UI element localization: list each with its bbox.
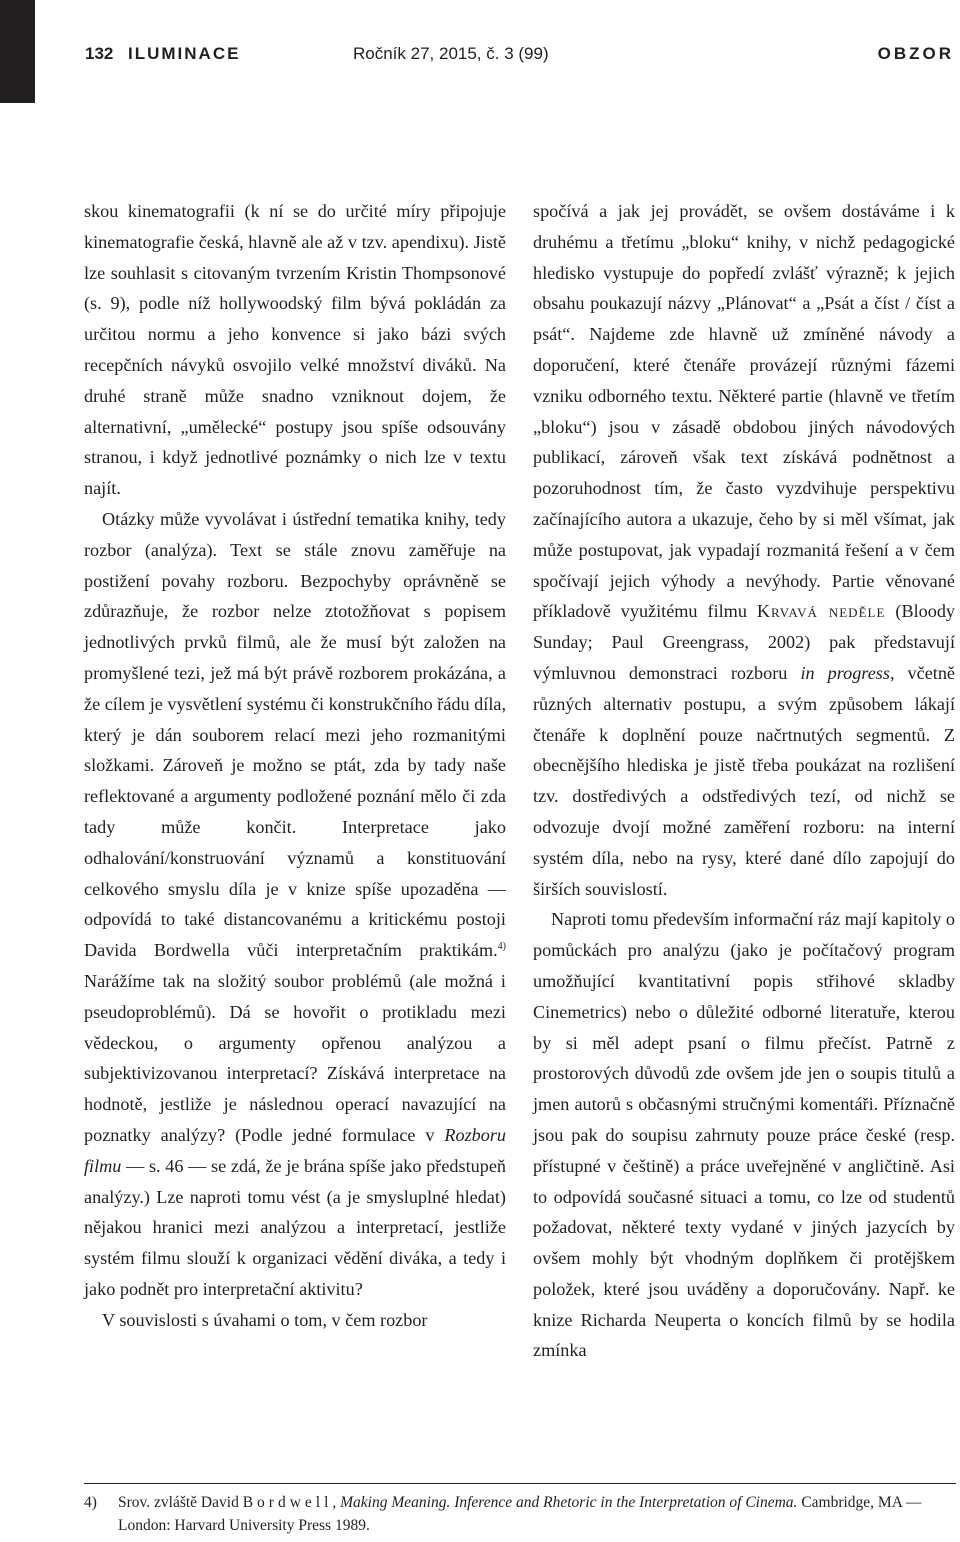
- left-paragraph-2-part-a: Otázky může vyvolávat i ústřední tematika knihy, tedy rozbor (analýza). Text se stále znovu zaměřuje na postižení povahy rozboru. Bezpochyby oprávněně se zdůrazňuje, že rozbor nelze ztotožňovat s popisem jednotlivých prvků filmů, ale že musí být založen na promyšlené tezi, jež má být právě rozborem prokázána, a že cílem je vysvětlení systému či konstrukčního řádu díla, který je dán souborem relací mezi jeho rozmanitými složkami. Zároveň je možno se ptát, zda by tady naše reflektované a argumenty podložené poznání mělo či zda tady může končit. Interpretace jako odhalování/konstruování významů a konstituování celkového smyslu díla je v knize spíše upozaděna — odpovídá to také distancovanému a kritickému postoji Davida Bordwella vůči interpretačním praktikám.: [84, 508, 506, 961]
- right-paragraph-1-part-b: (Bloody Sunday; Paul Greengrass, 2002) pak představují výmluvnou demonstraci rozboru: [533, 601, 956, 683]
- running-header: [85, 40, 960, 72]
- footnote-author: Bordwell: [242, 1494, 333, 1511]
- section-name: OBZOR: [877, 44, 954, 63]
- right-paragraph-1-part-a: spočívá a jak jej provádět, se ovšem dostáváme i k druhému a třetímu „bloku“ knihy, v nichž pedagogické hledisko vystupuje do popředí zvlášť výrazně; k jejich obsahu poukazují názvy „Plánovat“ a „Psát a číst / číst a psát“. Najdeme zde hlavně už zmíněné návody a doporučení, které čtenáře provázejí různými fázemi vzniku odborného textu. Některé partie (hlavně ve třetím „bloku“) jsou v zásadě obdobou jiných návodových publikací, zároveň však text získává podnětnost a pozoruhodnost tím, že často vyzdvihuje perspektivu začínajícího autora a ukazuje, čeho by si měl všímat, jak může postupovat, jak vypadají rozmanitá řešení a v čem spočívají jejich výhody a nevýhody. Partie věnované příkladově využitému filmu: [533, 201, 955, 622]
- left-column: [84, 196, 506, 1335]
- issue-info: Ročník 27, 2015, č. 3 (99): [353, 44, 549, 63]
- page-number: 132: [85, 44, 114, 63]
- italic-term: in progress: [800, 662, 890, 683]
- footnote-text: [118, 1491, 958, 1537]
- book-title: Rozboru filmu: [84, 1124, 506, 1176]
- left-paragraph-1: skou kinematografii (k ní se do určité míry připojuje kinematografie česká, hlavně ale až v tzv. apendixu). Jistě lze souhlasit s citovaným tvrzením Kristin Thompsonové (s. 9), podle níž hollywoodský film bývá pokládán za určitou normu a jeho konvence si jako bázi svých recepčních návyků osvojilo velké množství diváků. Na druhé straně může snadno vzniknout dojem, že alternativní, „umělecké“ postupy jsou spíše odsouvány stranou, i když jednotlivé poznámky o nich lze v textu najít.: [84, 201, 506, 499]
- right-column: [533, 196, 955, 1366]
- footnote-reference: 4): [497, 941, 506, 953]
- footnote-divider: [84, 1483, 956, 1484]
- right-paragraph-1: [533, 196, 955, 904]
- footnote-publication: Cambridge, MA — London: Harvard University Press 1989.: [118, 1494, 922, 1534]
- footnote-number: 4): [84, 1494, 97, 1511]
- right-paragraph-2: Naproti tomu především informační ráz mají kapitoly o pomůckách pro analýzu (jako je počítačový program umožňující kvantitativní popis střihové skladby Cinemetrics) nebo o důležité odborné literatuře, kterou by si měl adept psaní o filmu přečíst. Patrně z prostorových důvodů zde ovšem jde jen o soupis titulů a jmen autorů s občasnými stručnými komentáři. Příznačně jsou pak do soupisu zahrnuty pouze práce české (resp. přístupné v češtině) a práce uveřejněné v angličtině. Asi to odpovídá současné situaci a tomu, co lze od studentů požadovat, některé texty vydané v jiných jazycích by ovšem mohly být vhodným doplňkem či protějškem položek, které jsou uváděny a doporučovány. Např. ke knize Richarda Neuperta o koncích filmů by se hodila zmínka: [533, 909, 955, 1361]
- footnote-prefix: Srov. zvláště David: [118, 1494, 243, 1511]
- footnote: [84, 1491, 958, 1537]
- page-edge-tab: [0, 0, 35, 103]
- left-paragraph-2: [84, 504, 506, 1305]
- footnote-title: Making Meaning. Inference and Rhetoric in the Interpretation of Cinema.: [340, 1494, 798, 1511]
- right-paragraph-1-part-c: , včetně různých alternativ postupu, a svým způsobem lákají čtenáře k doplnění pouze načrtnutých segmentů. Z obecnějšího hlediska je jistě třeba poukázat na rozlišení tzv. dostředivých a odstředivých tezí, od nichž se odvozuje dvojí možné zaměření rozboru: na interní systém díla, nebo na rysy, které dané dílo zapojují do širších souvislostí.: [533, 662, 955, 899]
- left-paragraph-2-part-b: Narážíme tak na složitý soubor problémů (ale možná i pseudoproblémů). Dá se hovořit o protikladu mezi vědeckou, o argumenty opřenou analýzou a subjektivizovanou interpretací? Získává interpretace na hodnotě, jestliže je následnou operací navazující na poznatky analýzy? (Podle jedné formulace v: [84, 970, 506, 1145]
- left-paragraph-3: V souvislosti s úvahami o tom, v čem rozbor: [102, 1309, 428, 1330]
- left-paragraph-2-part-c: — s. 46 — se zdá, že je brána spíše jako předstupeň analýzy.) Lze naproti tomu vést (a je smysluplné hledat) nějakou hranici mezi analýzou a interpretací, jestliže systém filmu slouží k organizaci vědění diváka, a tedy i jako podnět pro interpretační aktivitu?: [84, 1155, 506, 1299]
- journal-name: ILUMINACE: [128, 44, 241, 63]
- footnote-separator: ,: [332, 1494, 341, 1511]
- film-title: Krvavá neděle: [756, 601, 886, 622]
